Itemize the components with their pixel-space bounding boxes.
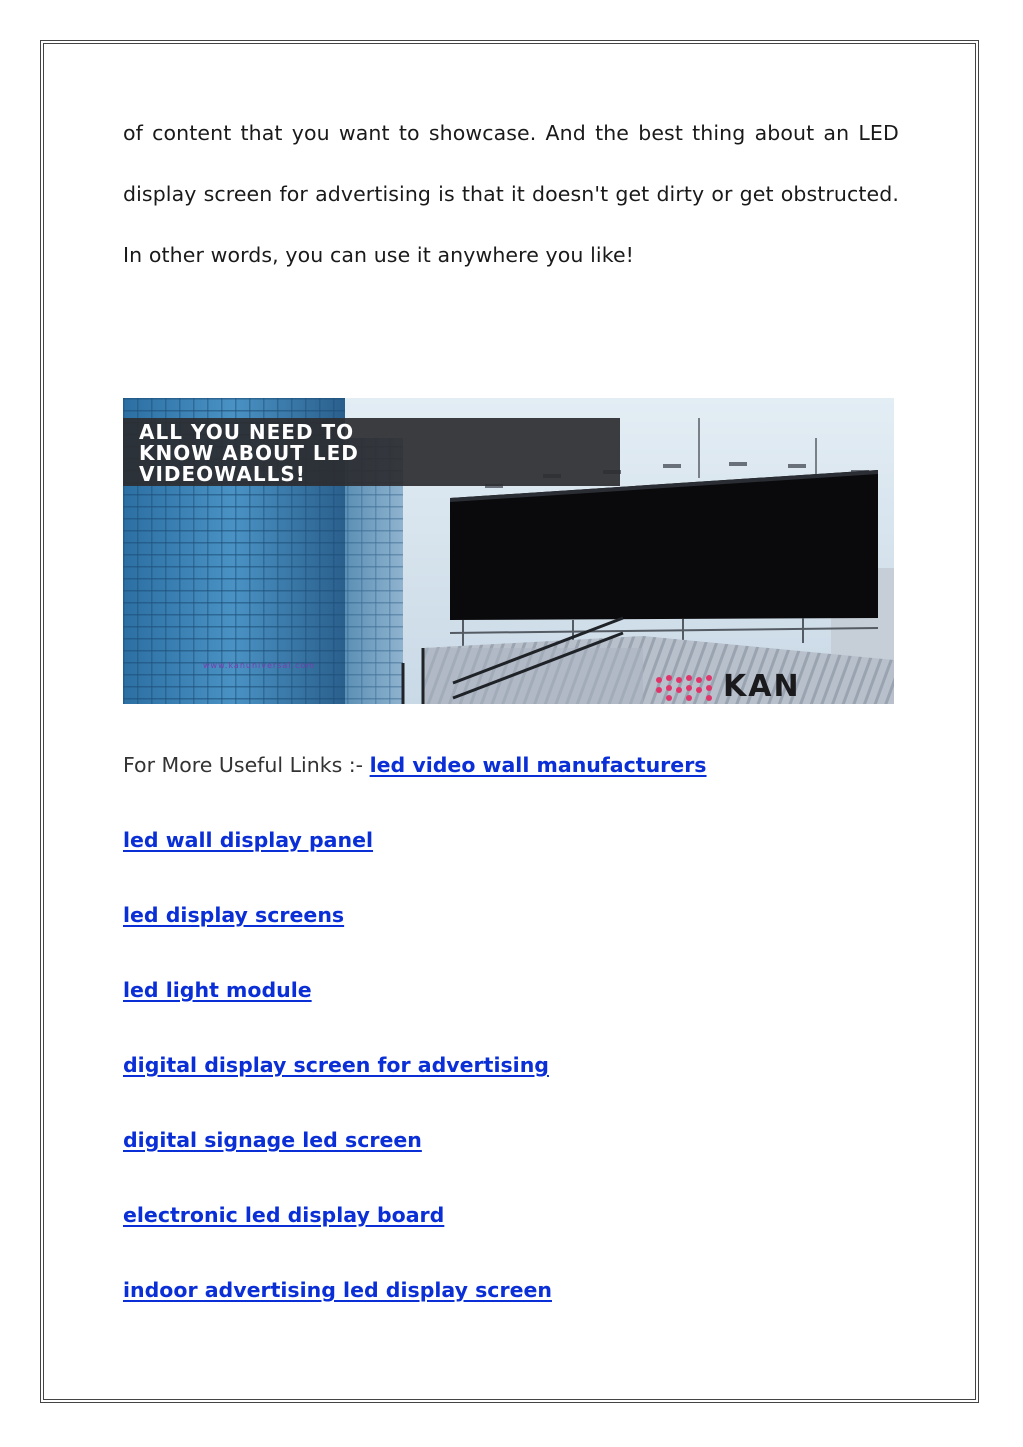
paragraph-word: screen [203, 182, 273, 206]
paragraph-word: about [754, 121, 815, 145]
link-row [123, 1050, 899, 1080]
paragraph-word: best [638, 121, 683, 145]
paragraph-word: advertising [315, 182, 432, 206]
useful-links-intro [123, 750, 899, 780]
link-led-display-screens[interactable]: led display screens [123, 903, 345, 927]
link-row [123, 825, 899, 855]
paragraph-word: to [398, 121, 420, 145]
paragraph-word: want [338, 121, 390, 145]
link-row [123, 900, 899, 930]
link-led-video-wall-manufacturers[interactable]: led video wall manufacturers [369, 753, 707, 777]
paragraph-word: display [123, 182, 197, 206]
paragraph-word: thing [692, 121, 746, 145]
banner-headline-2: KNOW ABOUT LED [139, 441, 359, 465]
banner-headline-1: ALL YOU NEED TO [139, 420, 355, 444]
paragraph-word: doesn't [532, 182, 609, 206]
body-paragraph [123, 118, 899, 301]
link-digital-display-screen-for-advertising[interactable]: digital display screen for advertising [123, 1053, 549, 1077]
led-videowall-banner-image [123, 398, 894, 704]
paragraph-word: content [152, 121, 232, 145]
paragraph-line-1 [123, 118, 899, 148]
paragraph-word: you [291, 121, 330, 145]
paragraph-word: showcase. [428, 121, 537, 145]
paragraph-word: of [123, 121, 143, 145]
paragraph-word: get [615, 182, 650, 206]
paragraph-word: LED [858, 121, 899, 145]
link-indoor-advertising-led-display-screen[interactable]: indoor advertising led display screen [123, 1278, 552, 1302]
paragraph-word: get [739, 182, 774, 206]
paragraph-word: And [545, 121, 586, 145]
link-row [123, 975, 899, 1005]
useful-links-section [123, 750, 899, 1305]
paragraph-word: that [240, 121, 283, 145]
paragraph-line-3: In other words, you can use it anywhere you like! [123, 243, 634, 267]
paragraph-word: that [461, 182, 504, 206]
banner-logo-text: KAN [723, 669, 801, 704]
paragraph-line-2 [123, 179, 899, 209]
paragraph-word: dirty [656, 182, 705, 206]
useful-links-label: For More Useful Links :- [123, 753, 370, 777]
paragraph-word: the [595, 121, 630, 145]
banner-watermark: www.kanuniversal.com [203, 661, 316, 670]
banner-headline-3: VIDEOWALLS! [139, 462, 306, 486]
link-row [123, 1275, 899, 1305]
link-row [123, 1125, 899, 1155]
paragraph-word: for [279, 182, 308, 206]
paragraph-word: is [438, 182, 455, 206]
link-led-light-module[interactable]: led light module [123, 978, 312, 1002]
paragraph-word: an [823, 121, 850, 145]
paragraph-word: it [510, 182, 525, 206]
link-digital-signage-led-screen[interactable]: digital signage led screen [123, 1128, 422, 1152]
paragraph-word: or [711, 182, 733, 206]
link-row [123, 1200, 899, 1230]
link-electronic-led-display-board[interactable]: electronic led display board [123, 1203, 445, 1227]
paragraph-word: obstructed. [780, 182, 899, 206]
link-led-wall-display-panel[interactable]: led wall display panel [123, 828, 374, 852]
